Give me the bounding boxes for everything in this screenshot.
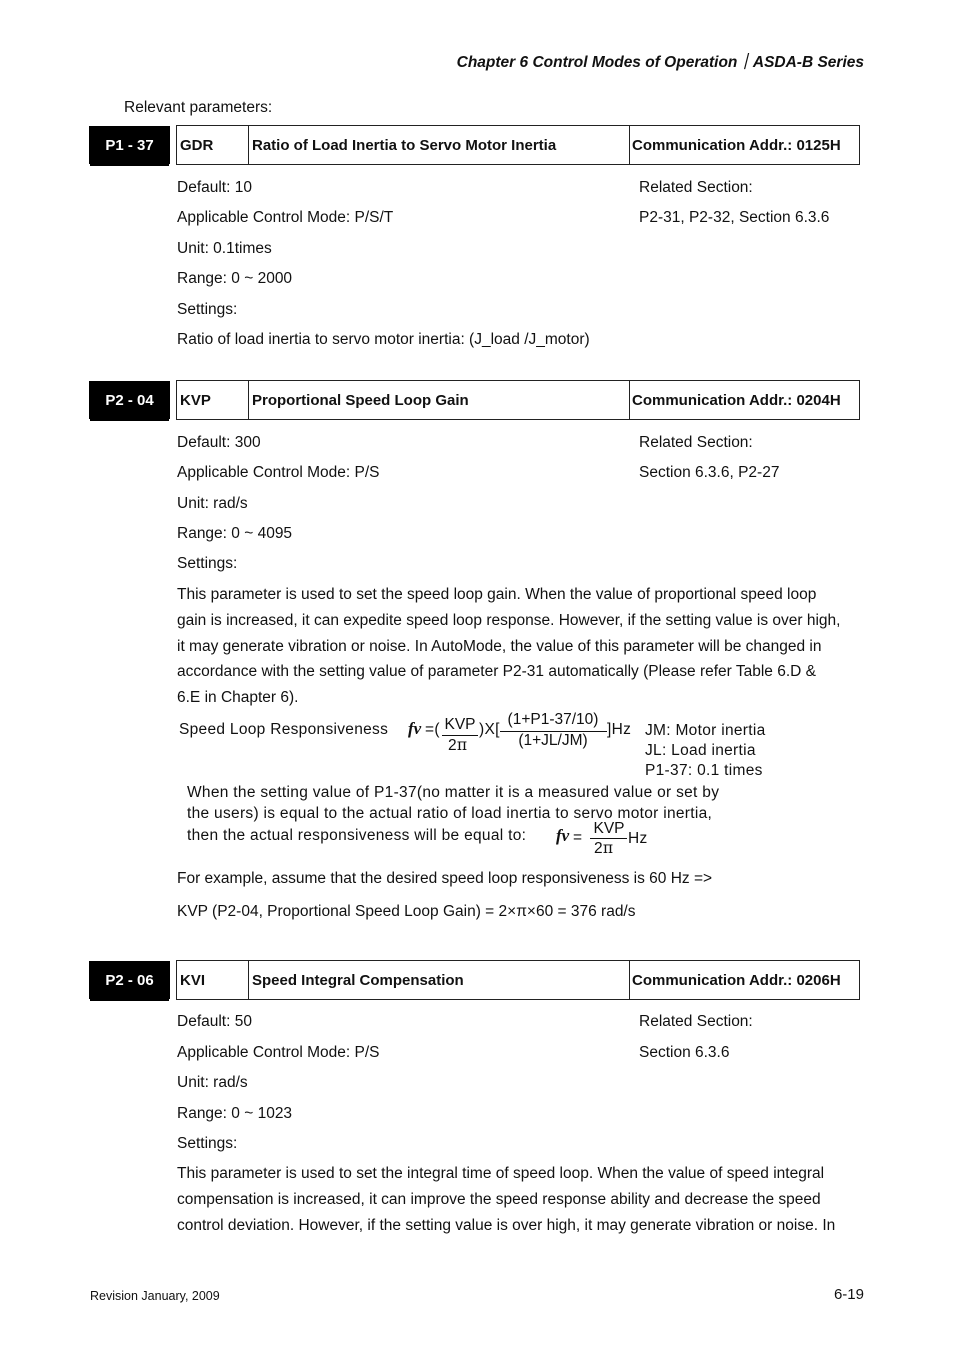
formula-den-2pi xyxy=(448,736,467,755)
formula-when-line: the users) is equal to the actual ratio of load inertia to servo motor inertia, xyxy=(187,805,713,822)
param-unit: Unit: 0.1times xyxy=(177,240,272,257)
related-section-label: Related Section: xyxy=(639,1013,753,1030)
footer-revision: Revision January, 2009 xyxy=(90,1289,220,1303)
param-header-box xyxy=(176,125,860,165)
param-name: Proportional Speed Loop Gain xyxy=(249,381,630,419)
formula-note: JM: Motor inertia xyxy=(645,722,766,739)
description-line: it may generate vibration or noise. In AutoMode, the value of this parameter will be changed in xyxy=(177,637,822,655)
param-name: Ratio of Load Inertia to Servo Motor Inertia xyxy=(249,126,630,164)
formula-label: Speed Loop Responsiveness xyxy=(179,721,389,738)
description-line: control deviation. However, if the setting value is over high, it may generate vibration or noise. In xyxy=(177,1216,836,1234)
param-abbr: KVI xyxy=(177,961,249,999)
formula-num-kvp: KVP xyxy=(593,820,625,837)
formula-den-ratio: (1+JL/JM) xyxy=(518,732,588,749)
param-range: Range: 0 ~ 4095 xyxy=(177,525,293,542)
description-line: accordance with the setting value of parameter P2-31 automatically (Please refer Table 6.D & xyxy=(177,663,816,681)
param-abbr: KVP xyxy=(177,381,249,419)
param-comm-addr: Communication Addr.: 0204H xyxy=(632,391,841,409)
formula-den-2pi xyxy=(594,839,613,858)
param-unit: Unit: rad/s xyxy=(177,495,248,512)
formula-eq-open: =( xyxy=(425,721,440,738)
formula-fv-symbol: fv xyxy=(408,719,422,738)
param-settings-label: Settings: xyxy=(177,1135,238,1152)
example-text: For example, assume that the desired speed loop responsiveness is 60 Hz => xyxy=(177,870,713,887)
chapter-header: Chapter 6 Control Modes of Operation｜ASDA-B Series xyxy=(456,54,864,71)
related-section-value: P2-31, P2-32, Section 6.3.6 xyxy=(639,209,830,226)
param-settings-label: Settings: xyxy=(177,301,238,318)
param-control-mode: Applicable Control Mode: P/S xyxy=(177,464,380,481)
param-header-box xyxy=(176,960,860,1000)
param-comm-addr: Communication Addr.: 0125H xyxy=(632,136,841,154)
param-description: Ratio of load inertia to servo motor inertia: (J_load /J_motor) xyxy=(177,331,590,348)
param-description xyxy=(177,582,872,711)
param-name: Speed Integral Compensation xyxy=(249,961,630,999)
description-line: 6.E in Chapter 6). xyxy=(177,689,299,707)
formula-when-line: then the actual responsiveness will be equal to: xyxy=(187,827,527,844)
description-line: This parameter is used to set the integral time of speed loop. When the value of speed integral xyxy=(177,1165,825,1182)
related-section-value: Section 6.3.6 xyxy=(639,1044,730,1061)
formula-eq: = xyxy=(573,829,583,846)
param-default: Default: 10 xyxy=(177,179,252,196)
footer-page-number: 6-19 xyxy=(833,1286,864,1303)
formula-note: JL: Load inertia xyxy=(645,742,756,759)
param-abbr: GDR xyxy=(177,126,249,164)
related-section-value: Section 6.3.6, P2-27 xyxy=(639,464,780,481)
param-description xyxy=(177,1161,872,1238)
param-range: Range: 0 ~ 1023 xyxy=(177,1105,293,1122)
param-settings-label: Settings: xyxy=(177,555,238,572)
param-comm-addr: Communication Addr.: 0206H xyxy=(632,971,841,989)
pi-symbol: π xyxy=(602,839,614,857)
related-section-label: Related Section: xyxy=(639,434,753,451)
den-two: 2 xyxy=(448,737,457,754)
param-unit: Unit: rad/s xyxy=(177,1074,248,1091)
description-line: compensation is increased, it can improve the speed response ability and decrease the speed xyxy=(177,1190,821,1208)
formula-num-kvp: KVP xyxy=(444,716,476,733)
description-line: gain is increased, it can expedite speed loop response. However, if the setting value is over high, xyxy=(177,611,841,629)
pi-symbol: π xyxy=(456,736,468,754)
param-control-mode: Applicable Control Mode: P/S/T xyxy=(177,209,394,226)
den-two: 2 xyxy=(594,840,603,857)
kvp-calculation: KVP (P2-04, Proportional Speed Loop Gain) = 2×π×60 = 376 rad/s xyxy=(177,903,636,920)
description-line: This parameter is used to set the speed loop gain. When the value of proportional speed loop xyxy=(177,586,817,603)
formula-note: P1-37: 0.1 times xyxy=(645,762,763,779)
param-header-box xyxy=(176,380,860,420)
formula-hz: Hz xyxy=(628,830,648,847)
param-control-mode: Applicable Control Mode: P/S xyxy=(177,1044,380,1061)
param-code-badge: P1 - 37 xyxy=(89,126,170,164)
param-code-badge: P2 - 06 xyxy=(89,961,170,999)
formula-mid: )X[ xyxy=(479,721,500,738)
param-range: Range: 0 ~ 2000 xyxy=(177,270,293,287)
param-default: Default: 300 xyxy=(177,434,261,451)
relevant-parameters-label: Relevant parameters: xyxy=(124,99,273,116)
param-code-badge: P2 - 04 xyxy=(89,381,170,419)
param-default: Default: 50 xyxy=(177,1013,252,1030)
formula-end: ]Hz xyxy=(607,721,632,738)
formula-num-ratio: (1+P1-37/10) xyxy=(507,711,599,728)
related-section-label: Related Section: xyxy=(639,179,753,196)
formula-when-line: When the setting value of P1-37(no matter it is a measured value or set by xyxy=(187,784,720,801)
formula-fv-symbol: fv xyxy=(556,826,570,845)
